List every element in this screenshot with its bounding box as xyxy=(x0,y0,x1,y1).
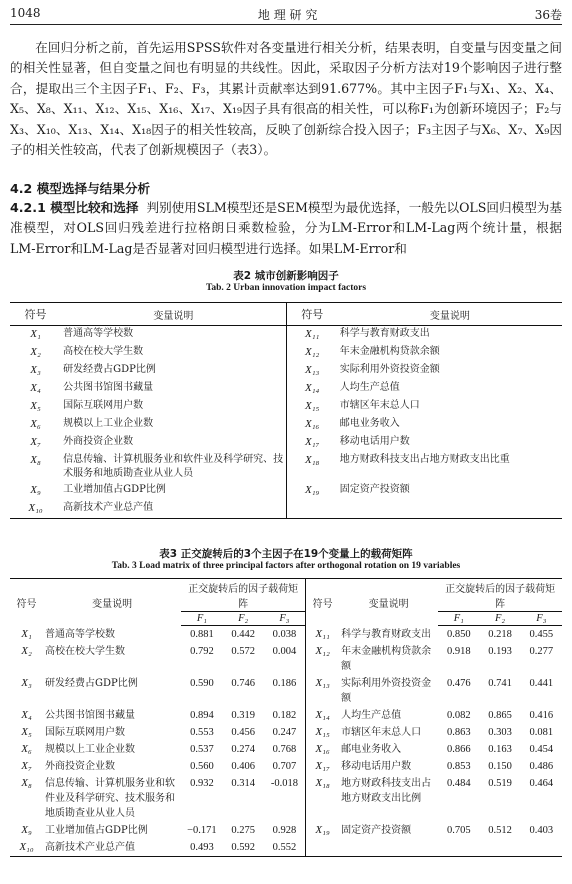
symbol-cell: X₄ xyxy=(30,382,41,394)
description-cell: 高校在校大学生数 xyxy=(61,344,286,362)
loading-f1-cell: 0.560 xyxy=(190,761,214,772)
loading-f3-cell: 0.081 xyxy=(529,727,554,738)
loading-f2-cell: 0.592 xyxy=(223,839,264,857)
symbol-cell: X₆ xyxy=(21,743,32,755)
loading-f3-cell: 0.403 xyxy=(529,825,554,836)
loading-f1-cell: 0.894 xyxy=(190,710,214,721)
loading-f2-cell: 0.406 xyxy=(231,761,255,772)
loading-f3-cell: -0.018 xyxy=(264,775,306,822)
loading-f1-cell: 0.850 xyxy=(446,629,471,640)
table3-col-desc-right: 变量说明 xyxy=(339,579,438,626)
symbol-cell: X₁₁ xyxy=(305,328,320,340)
loading-f3-cell: 0.038 xyxy=(264,626,306,644)
loading-f3-cell: 0.186 xyxy=(264,675,306,707)
table-row xyxy=(10,626,562,644)
table-row xyxy=(10,398,562,416)
table3-caption-en: Tab. 3 Load matrix of three principal factors after orthogonal rotation on 19 variables xyxy=(111,561,461,571)
symbol-cell xyxy=(286,500,338,519)
table-row xyxy=(10,344,562,362)
table-row xyxy=(10,416,562,434)
loading-f2-cell: 0.303 xyxy=(488,727,512,738)
description-cell: 实际利用外资投资金额 xyxy=(341,678,432,704)
symbol-cell: X₃ xyxy=(21,677,32,689)
symbol-cell: X₁₅ xyxy=(315,726,330,738)
description-cell: 工业增加值占GDP比例 xyxy=(61,482,286,500)
table3-f1: F₁ xyxy=(181,612,222,626)
description-cell: 公共图书馆图书藏量 xyxy=(45,710,136,721)
description-cell: 信息传输、计算机服务业和软件业及科学研究、技术服务和地质勘查业从业人员 xyxy=(61,452,286,482)
loading-f1-cell: 0.493 xyxy=(181,839,222,857)
symbol-cell: X₁₀ xyxy=(10,839,43,857)
table-row xyxy=(10,839,562,857)
description-cell xyxy=(339,839,438,857)
symbol-cell: X₃ xyxy=(30,364,41,376)
loading-f3-cell: 0.454 xyxy=(529,744,554,755)
symbol-cell: X₁₆ xyxy=(315,743,330,755)
loading-f2-cell: 0.314 xyxy=(231,778,255,789)
table2-header-row xyxy=(10,303,562,326)
description-cell: 科学与教育财政支出 xyxy=(339,328,430,339)
loading-f1-cell: 0.881 xyxy=(190,629,214,640)
symbol-cell: X₁₀ xyxy=(10,500,61,519)
loading-f1-cell: 0.863 xyxy=(446,727,471,738)
loading-f3-cell xyxy=(521,839,562,857)
table2 xyxy=(10,302,562,519)
description-cell: 外商投资企业数 xyxy=(45,761,116,772)
symbol-cell: X₁₂ xyxy=(315,645,330,657)
loading-f1-cell: 0.484 xyxy=(446,778,471,789)
table3-caption-zh: 表3 正交旋转后的3个主因子在19个变量上的载荷矩阵 xyxy=(159,548,413,560)
loading-f3-cell: 0.416 xyxy=(529,710,554,721)
symbol-cell: X₁₄ xyxy=(305,382,320,394)
description-cell: 移动电话用户数 xyxy=(339,436,410,447)
section-heading-4-2: 4.2 模型选择与结果分析 xyxy=(10,181,151,196)
loading-f1-cell: 0.932 xyxy=(190,778,214,789)
table2-caption-zh: 表2 城市创新影响因子 xyxy=(233,270,339,282)
description-cell: 人均生产总值 xyxy=(341,710,402,721)
symbol-cell: X₁ xyxy=(21,627,32,640)
table-row xyxy=(10,434,562,452)
table-row xyxy=(10,643,562,675)
symbol-cell: X₁₉ xyxy=(315,824,330,836)
description-cell: 地方财政科技支出占地方财政支出比例 xyxy=(341,778,432,804)
table-row xyxy=(10,326,562,345)
symbol-cell: X₁₇ xyxy=(315,760,330,772)
description-cell: 人均生产总值 xyxy=(339,382,400,393)
table3-f3-right: F₃ xyxy=(521,612,562,626)
header-rule xyxy=(10,24,562,25)
description-cell: 公共图书馆图书藏量 xyxy=(61,380,286,398)
description-cell: 外商投资企业数 xyxy=(61,434,286,452)
table-row xyxy=(10,724,562,741)
description-cell: 国际互联网用户数 xyxy=(61,398,286,416)
description-cell: 年末金融机构贷款余额 xyxy=(339,346,440,357)
table-row xyxy=(10,741,562,758)
symbol-cell: X₈ xyxy=(30,454,41,466)
description-cell: 高校在校大学生数 xyxy=(45,646,126,657)
symbol-cell: X₁₅ xyxy=(305,400,320,412)
loading-f2-cell: 0.442 xyxy=(231,629,255,640)
subsection-body: 判别使用SLM模型还是SEM模型为最优选择，一般先以OLS回归模型为基准模型，对OLS回归残差进行拉格朗日乘数检验，分为LM-Error和LM-Lag两个统计量，根据LM-Error和LM-Lag是否显著对回归模型进行选择。如果LM-Error和 xyxy=(10,200,562,256)
subsection-heading-4-2-1: 4.2.1 模型比较和选择 xyxy=(10,200,139,215)
symbol-cell: X₄ xyxy=(21,709,32,721)
table-row xyxy=(10,452,562,482)
loading-f2-cell: 0.865 xyxy=(488,710,512,721)
description-cell: 工业增加值占GDP比例 xyxy=(45,825,148,836)
symbol-cell: X₂ xyxy=(21,645,32,657)
table3-header-row-1 xyxy=(10,579,562,612)
loading-f3-cell: 0.182 xyxy=(264,707,306,724)
description-cell xyxy=(338,500,562,519)
loading-f1-cell: 0.792 xyxy=(190,646,214,657)
loading-f2-cell: 0.572 xyxy=(231,646,255,657)
table-row xyxy=(10,758,562,775)
loading-f2-cell: 0.512 xyxy=(488,825,512,836)
symbol-cell: X₇ xyxy=(21,760,32,772)
symbol-cell: X₉ xyxy=(30,484,41,496)
table-row xyxy=(10,822,562,839)
table-row xyxy=(10,707,562,724)
running-header xyxy=(10,6,562,24)
description-cell: 规模以上工业企业数 xyxy=(45,744,136,755)
table3-f2-right: F₂ xyxy=(479,612,520,626)
loading-f2-cell xyxy=(479,839,520,857)
loading-f3-cell: 0.464 xyxy=(529,778,554,789)
symbol-cell: X₆ xyxy=(30,418,41,430)
table2-col-symbol: 符号 xyxy=(10,303,61,326)
description-cell: 市辖区年末总人口 xyxy=(341,727,422,738)
description-cell: 地方财政科技支出占地方财政支出比重 xyxy=(339,454,510,465)
symbol-cell: X₁₈ xyxy=(315,777,330,789)
description-cell: 科学与教育财政支出 xyxy=(341,628,432,640)
description-cell: 移动电话用户数 xyxy=(341,761,412,772)
symbol-cell: X₁₂ xyxy=(305,346,320,358)
page-number: 1048 xyxy=(10,6,41,20)
loading-f2-cell: 0.150 xyxy=(488,761,512,772)
volume-label: 36卷 xyxy=(534,8,562,22)
symbol-cell: X₅ xyxy=(30,400,41,412)
symbol-cell: X₁₃ xyxy=(305,364,320,376)
loading-f3-cell: 0.455 xyxy=(529,629,554,640)
symbol-cell: X₅ xyxy=(21,726,32,738)
table-row xyxy=(10,500,562,519)
table2-body xyxy=(10,326,562,519)
loading-f1-cell: 0.866 xyxy=(446,744,471,755)
table3-col-desc: 变量说明 xyxy=(43,579,181,626)
table3-col-symbol-right: 符号 xyxy=(306,579,340,626)
description-cell: 市辖区年末总人口 xyxy=(339,400,420,411)
table3 xyxy=(10,578,562,857)
description-cell: 研发经费占GDP比例 xyxy=(61,362,286,380)
table2-col-desc: 变量说明 xyxy=(61,303,286,326)
table3-col-group: 正交旋转后的因子载荷矩阵 xyxy=(181,579,305,612)
table-row xyxy=(10,362,562,380)
loading-f3-cell: 0.277 xyxy=(529,646,554,657)
loading-f1-cell: 0.853 xyxy=(446,761,471,772)
loading-f3-cell: 0.486 xyxy=(529,761,554,772)
table-row xyxy=(10,482,562,500)
symbol-cell: X₂ xyxy=(30,346,41,358)
symbol-cell: X₁₇ xyxy=(305,436,320,448)
loading-f3-cell: 0.768 xyxy=(264,741,306,758)
paragraph-model-comparison xyxy=(10,198,562,259)
description-cell: 普通高等学校数 xyxy=(61,326,286,345)
description-cell: 高新技术产业总产值 xyxy=(43,839,181,857)
table2-caption xyxy=(0,268,572,293)
loading-f1-cell: 0.705 xyxy=(446,825,471,836)
loading-f1-cell: 0.590 xyxy=(190,678,214,689)
paragraph-factor-analysis: 在回归分析之前，首先运用SPSS软件对各变量进行相关分析，结果表明，自变量与因变量之间的相关性显著，但自变量之间也有明显的共线性。因此，采取因子分析方法对19个影响因子进行整合，提取出三个主因子F₁、F₂、F₃，其累计贡献率达到91.677%。其中主因子F₁与X₁、X₂、X₄、X₅、X₈、X₁₁、X₁₂、X₁₅、X₁₆、X₁₇、X₁₉因子具有很高的相关性，可以称F₁为创新环境因子；F₂与X₃、X₁₀、X₁₃、X₁₄、X₁₈因子的相关性较高，反映了创新综合投入因子；F₃主因子与X₆、X₇、X₉因子的相关性较高，代表了创新规模因子（表3）。 xyxy=(10,40,562,158)
loading-f2-cell: 0.741 xyxy=(488,678,512,689)
table3-f2: F₂ xyxy=(223,612,264,626)
loading-f1-cell: 0.553 xyxy=(190,727,214,738)
symbol-cell: X₁₄ xyxy=(315,709,330,721)
loading-f1-cell xyxy=(438,839,479,857)
table-row xyxy=(10,380,562,398)
loading-f3-cell: 0.247 xyxy=(264,724,306,741)
description-cell: 实际利用外资投资金额 xyxy=(339,364,440,375)
description-cell: 规模以上工业企业数 xyxy=(61,416,286,434)
description-cell: 高新技术产业总产值 xyxy=(61,500,286,519)
loading-f1-cell: 0.918 xyxy=(446,646,471,657)
symbol-cell: X₁ xyxy=(30,328,41,340)
table3-f1-right: F₁ xyxy=(438,612,479,626)
loading-f2-cell: 0.746 xyxy=(231,678,255,689)
loading-f1-cell: −0.171 xyxy=(187,825,217,836)
description-cell: 普通高等学校数 xyxy=(45,628,116,640)
symbol-cell: X₈ xyxy=(21,777,32,789)
description-cell: 研发经费占GDP比例 xyxy=(45,678,138,689)
loading-f2-cell: 0.218 xyxy=(488,629,512,640)
symbol-cell: X₁₈ xyxy=(305,454,320,466)
table3-f3: F₃ xyxy=(264,612,306,626)
table-row xyxy=(10,775,562,822)
loading-f3-cell: 0.928 xyxy=(264,822,306,839)
loading-f2-cell: 0.163 xyxy=(488,744,512,755)
table3-body xyxy=(10,626,562,857)
symbol-cell: X₁₉ xyxy=(305,484,320,496)
description-cell: 年末金融机构贷款余额 xyxy=(341,646,432,672)
table3-col-symbol: 符号 xyxy=(10,579,43,626)
table2-col-symbol-right: 符号 xyxy=(286,303,338,326)
loading-f2-cell: 0.456 xyxy=(231,727,255,738)
table-row xyxy=(10,675,562,707)
symbol-cell: X₁₁ xyxy=(315,627,330,640)
description-cell: 信息传输、计算机服务业和软件业及科学研究、技术服务和地质勘查业从业人员 xyxy=(45,778,176,819)
loading-f1-cell: 0.537 xyxy=(190,744,214,755)
loading-f2-cell: 0.193 xyxy=(488,646,512,657)
symbol-cell: X₇ xyxy=(30,436,41,448)
description-cell: 邮电业务收入 xyxy=(341,744,402,755)
loading-f2-cell: 0.519 xyxy=(488,778,512,789)
symbol-cell: X₁₃ xyxy=(315,677,330,689)
symbol-cell: X₁₆ xyxy=(305,418,320,430)
symbol-cell: X₉ xyxy=(21,824,32,836)
loading-f3-cell: 0.004 xyxy=(264,643,306,675)
table3-col-group-right: 正交旋转后的因子载荷矩阵 xyxy=(438,579,562,612)
description-cell: 邮电业务收入 xyxy=(339,418,400,429)
table2-caption-en: Tab. 2 Urban innovation impact factors xyxy=(205,283,367,293)
loading-f2-cell: 0.275 xyxy=(231,825,255,836)
loading-f3-cell: 0.552 xyxy=(264,839,306,857)
loading-f3-cell: 0.441 xyxy=(529,678,554,689)
table2-col-desc-right: 变量说明 xyxy=(338,303,562,326)
description-cell: 国际互联网用户数 xyxy=(45,727,126,738)
journal-title: 地 理 研 究 xyxy=(257,8,318,22)
loading-f3-cell: 0.707 xyxy=(264,758,306,775)
description-cell: 固定资产投资额 xyxy=(341,825,412,836)
symbol-cell xyxy=(306,839,340,857)
description-cell: 固定资产投资额 xyxy=(339,484,410,495)
loading-f1-cell: 0.476 xyxy=(446,678,471,689)
loading-f2-cell: 0.274 xyxy=(231,744,255,755)
loading-f2-cell: 0.319 xyxy=(231,710,255,721)
loading-f1-cell: 0.082 xyxy=(446,710,471,721)
table3-caption xyxy=(0,546,572,571)
